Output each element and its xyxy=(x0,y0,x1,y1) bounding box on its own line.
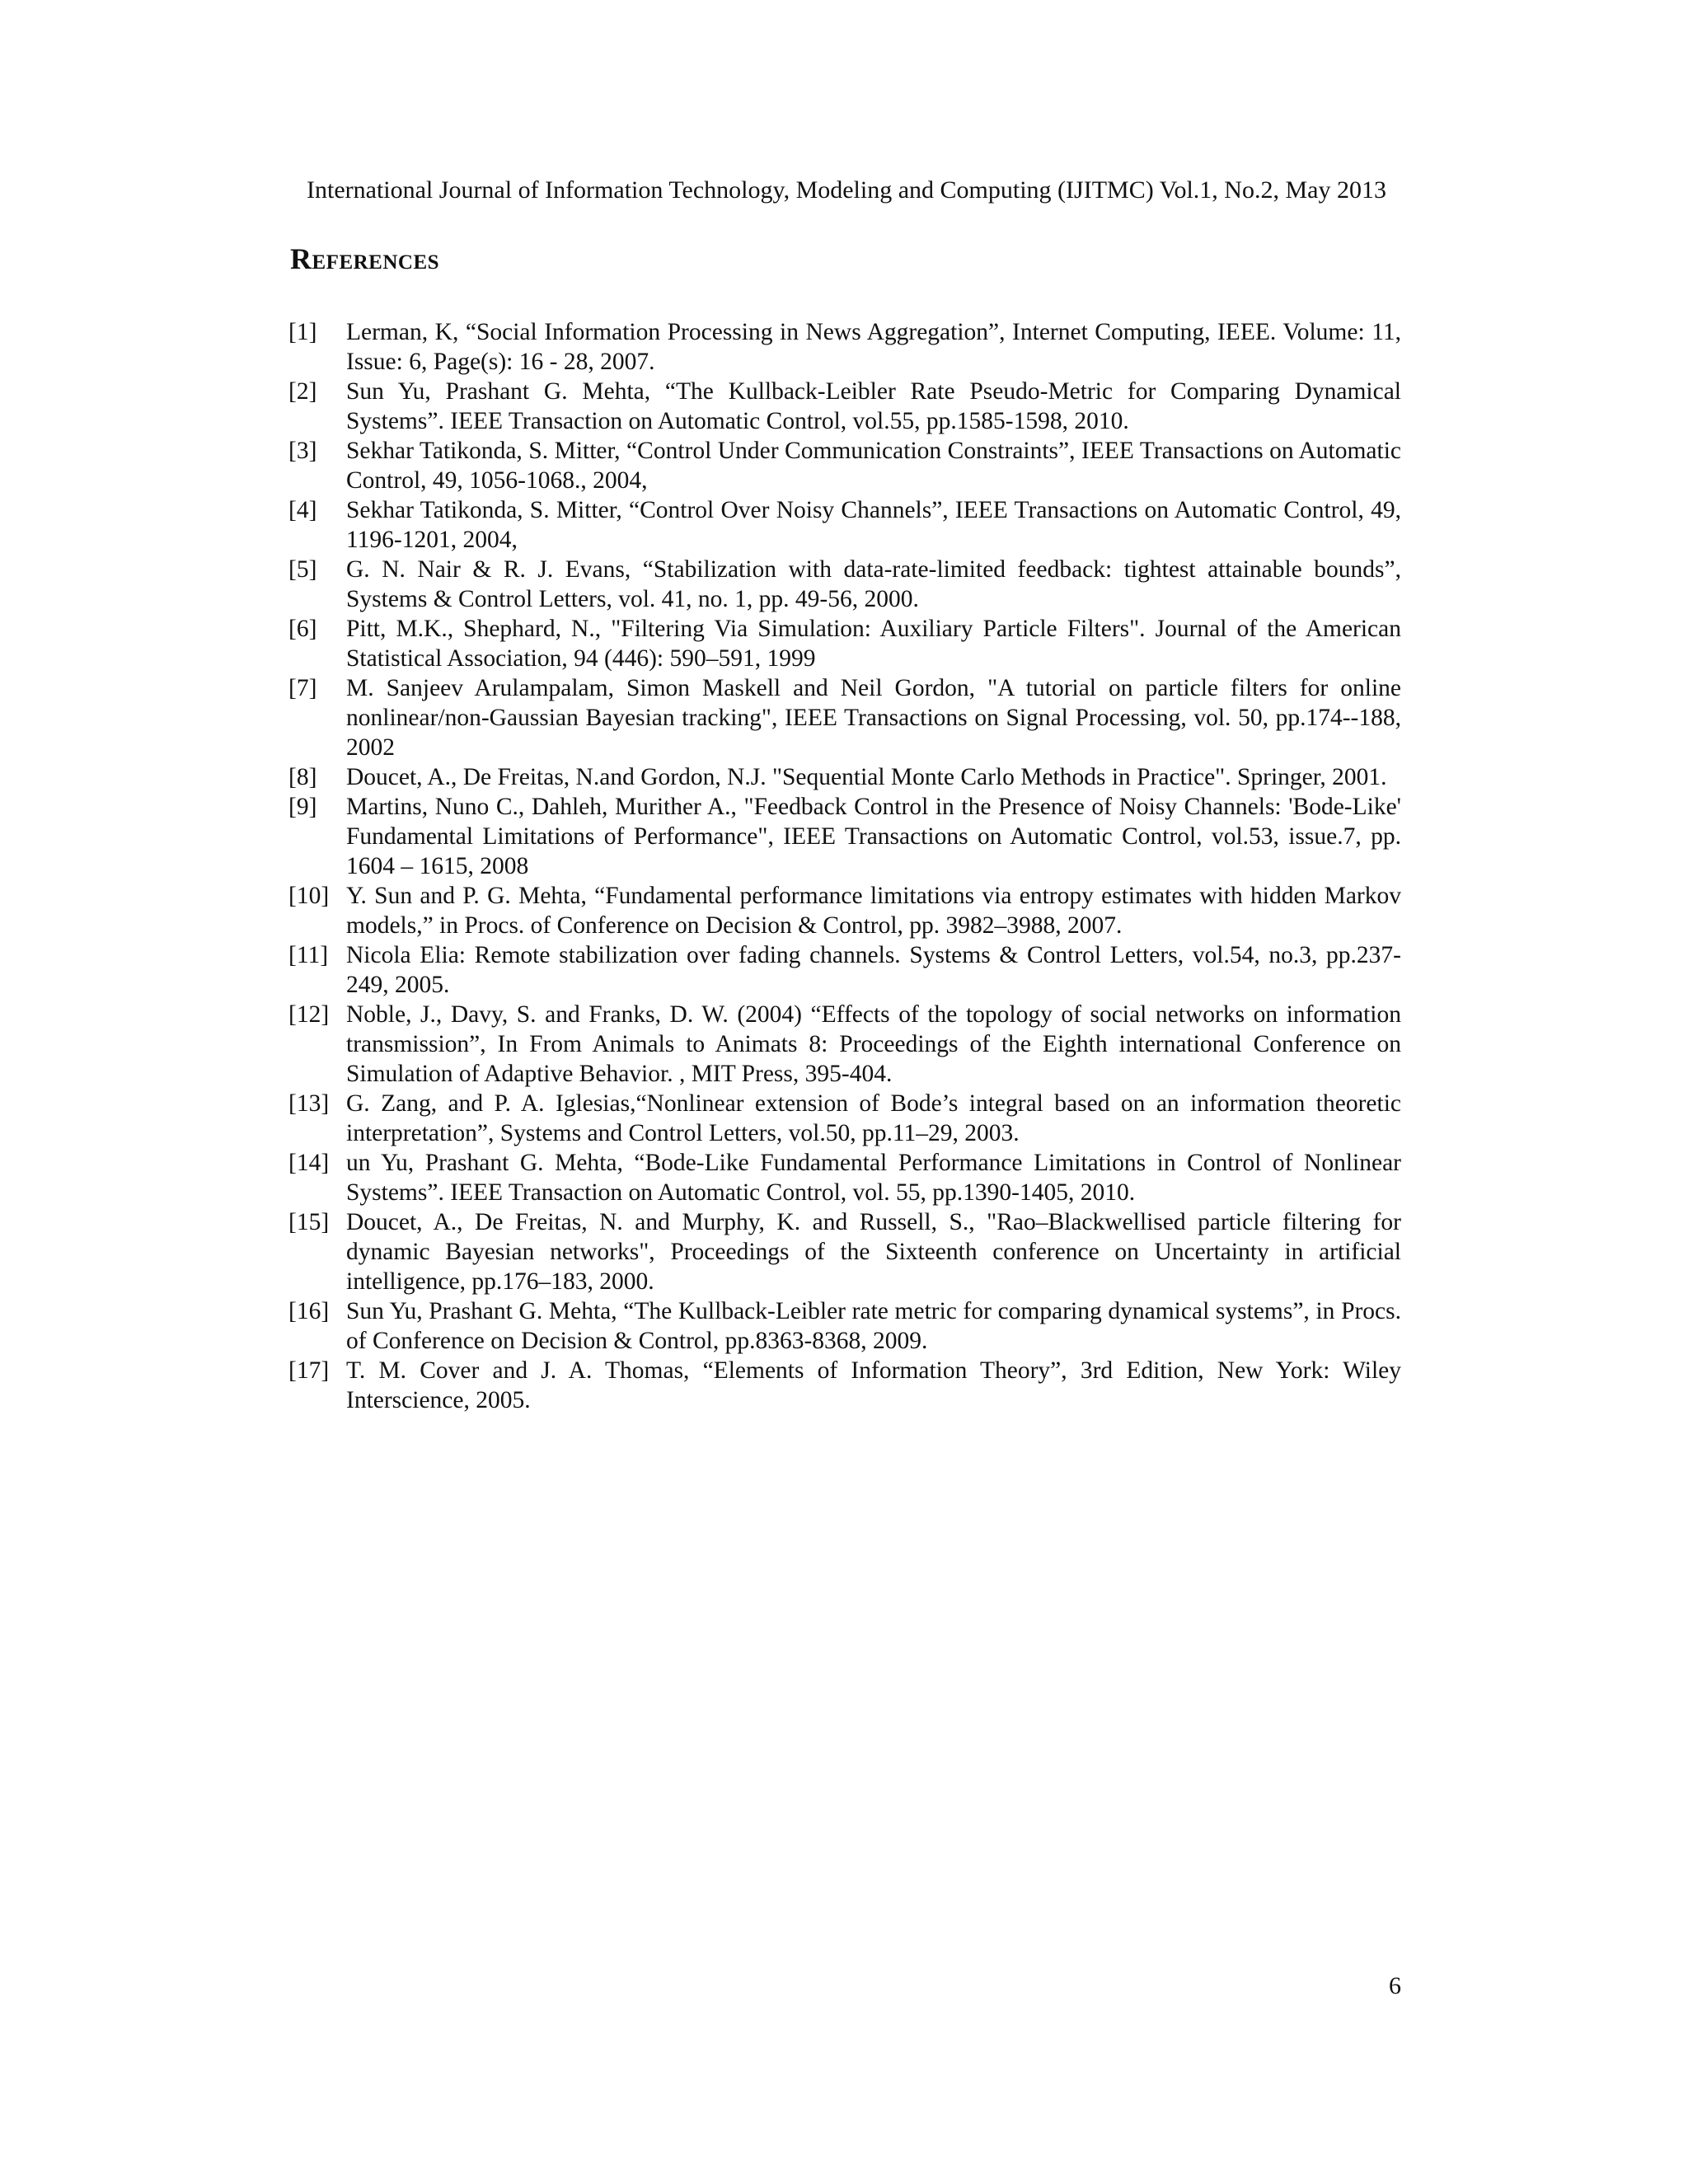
reference-item xyxy=(288,1000,1401,1089)
reference-text: Pitt, M.K., Shephard, N., "Filtering Via Simulation: Auxiliary Particle Filters". Journal of the American Statistical Association, 94 (446): 590–591, 1999 xyxy=(346,616,1401,672)
reference-item xyxy=(288,673,1401,762)
reference-item xyxy=(288,1356,1401,1415)
reference-number: [1] xyxy=(288,319,317,345)
reference-number: [9] xyxy=(288,794,317,820)
reference-item xyxy=(288,614,1401,673)
reference-text: Doucet, A., De Freitas, N.and Gordon, N.J. "Sequential Monte Carlo Methods in Practice". Springer, 2001. xyxy=(346,764,1387,790)
reference-text: Doucet, A., De Freitas, N. and Murphy, K. and Russell, S., "Rao–Blackwellised particle filtering for dynamic Bayesian networks", Proceedings of the Sixteenth conference on Uncertainty in artificial intelligence, pp.176–183, 2000. xyxy=(346,1209,1401,1295)
reference-number: [16] xyxy=(288,1298,330,1324)
reference-item xyxy=(288,1089,1401,1148)
reference-text: Lerman, K, “Social Information Processing in News Aggregation”, Internet Computing, IEEE. Volume: 11, Issue: 6, Page(s): 16 - 28, 2007. xyxy=(346,319,1401,375)
section-title: References xyxy=(290,242,440,275)
reference-text: Sun Yu, Prashant G. Mehta, “The Kullback-Leibler Rate Pseudo-Metric for Comparing Dynamical Systems”. IEEE Transaction on Automatic Control, vol.55, pp.1585-1598, 2010. xyxy=(346,378,1401,434)
reference-item xyxy=(288,495,1401,555)
reference-text: un Yu, Prashant G. Mehta, “Bode-Like Fundamental Performance Limitations in Control of Nonlinear Systems”. IEEE Transaction on Automatic Control, vol. 55, pp.1390-1405, 2010. xyxy=(346,1150,1401,1206)
reference-text: G. Zang, and P. A. Iglesias,“Nonlinear extension of Bode’s integral based on an information theoretic interpretation”, Systems and Control Letters, vol.50, pp.11–29, 2003. xyxy=(346,1090,1401,1146)
reference-item xyxy=(288,436,1401,495)
reference-list xyxy=(288,317,1401,1415)
reference-item xyxy=(288,377,1401,436)
reference-text: Sun Yu, Prashant G. Mehta, “The Kullback-Leibler rate metric for comparing dynamical systems”, in Procs. of Conference on Decision & Control, pp.8363-8368, 2009. xyxy=(346,1298,1401,1354)
reference-number: [15] xyxy=(288,1209,330,1235)
reference-text: Sekhar Tatikonda, S. Mitter, “Control Under Communication Constraints”, IEEE Transactions on Automatic Control, 49, 1056-1068., 2004, xyxy=(346,438,1401,494)
reference-number: [13] xyxy=(288,1090,330,1117)
reference-item xyxy=(288,881,1401,940)
reference-number: [3] xyxy=(288,438,317,464)
reference-number: [17] xyxy=(288,1357,330,1384)
running-header: International Journal of Information Technology, Modeling and Computing (IJITMC) Vol.1, No.2, May 2013 xyxy=(307,176,1386,204)
reference-number: [8] xyxy=(288,764,317,790)
reference-item xyxy=(288,1148,1401,1207)
reference-text: Y. Sun and P. G. Mehta, “Fundamental performance limitations via entropy estimates with hidden Markov models,” in Procs. of Conference on Decision & Control, pp. 3982–3988, 2007. xyxy=(346,883,1401,939)
reference-item xyxy=(288,317,1401,377)
reference-item xyxy=(288,1296,1401,1356)
reference-number: [10] xyxy=(288,883,330,909)
reference-item xyxy=(288,792,1401,881)
reference-number: [4] xyxy=(288,497,317,523)
reference-text: G. N. Nair & R. J. Evans, “Stabilization with data-rate-limited feedback: tightest attainable bounds”, Systems & Control Letters, vol. 41, no. 1, pp. 49-56, 2000. xyxy=(346,556,1401,612)
reference-number: [7] xyxy=(288,675,317,701)
reference-number: [14] xyxy=(288,1150,330,1176)
reference-number: [2] xyxy=(288,378,317,405)
reference-item xyxy=(288,940,1401,1000)
reference-text: Noble, J., Davy, S. and Franks, D. W. (2004) “Effects of the topology of social networks on information transmission”, In From Animals to Animats 8: Proceedings of the Eighth international Conference on Simulation of Adaptive Behavior. , MIT Press, 395-404. xyxy=(346,1001,1401,1087)
page-number: 6 xyxy=(1389,1972,1401,1999)
reference-number: [6] xyxy=(288,616,317,642)
reference-text: T. M. Cover and J. A. Thomas, “Elements of Information Theory”, 3rd Edition, New York: Wiley Interscience, 2005. xyxy=(346,1357,1401,1413)
reference-number: [12] xyxy=(288,1001,330,1028)
reference-text: M. Sanjeev Arulampalam, Simon Maskell and Neil Gordon, "A tutorial on particle filters for online nonlinear/non-Gaussian Bayesian tracking", IEEE Transactions on Signal Processing, vol. 50, pp.174--188, 2002 xyxy=(346,675,1401,761)
reference-text: Nicola Elia: Remote stabilization over fading channels. Systems & Control Letters, vol.54, no.3, pp.237-249, 2005. xyxy=(346,942,1401,998)
reference-item xyxy=(288,1207,1401,1296)
reference-item xyxy=(288,555,1401,614)
reference-text: Sekhar Tatikonda, S. Mitter, “Control Over Noisy Channels”, IEEE Transactions on Automatic Control, 49, 1196-1201, 2004, xyxy=(346,497,1401,553)
reference-text: Martins, Nuno C., Dahleh, Murither A., "Feedback Control in the Presence of Noisy Channels: 'Bode-Like' Fundamental Limitations of Performance", IEEE Transactions on Automatic Control, vol.53, issue.7, pp. 1604 – 1615, 2008 xyxy=(346,794,1401,879)
reference-number: [5] xyxy=(288,556,317,583)
reference-item xyxy=(288,762,1401,792)
reference-number: [11] xyxy=(288,942,329,968)
